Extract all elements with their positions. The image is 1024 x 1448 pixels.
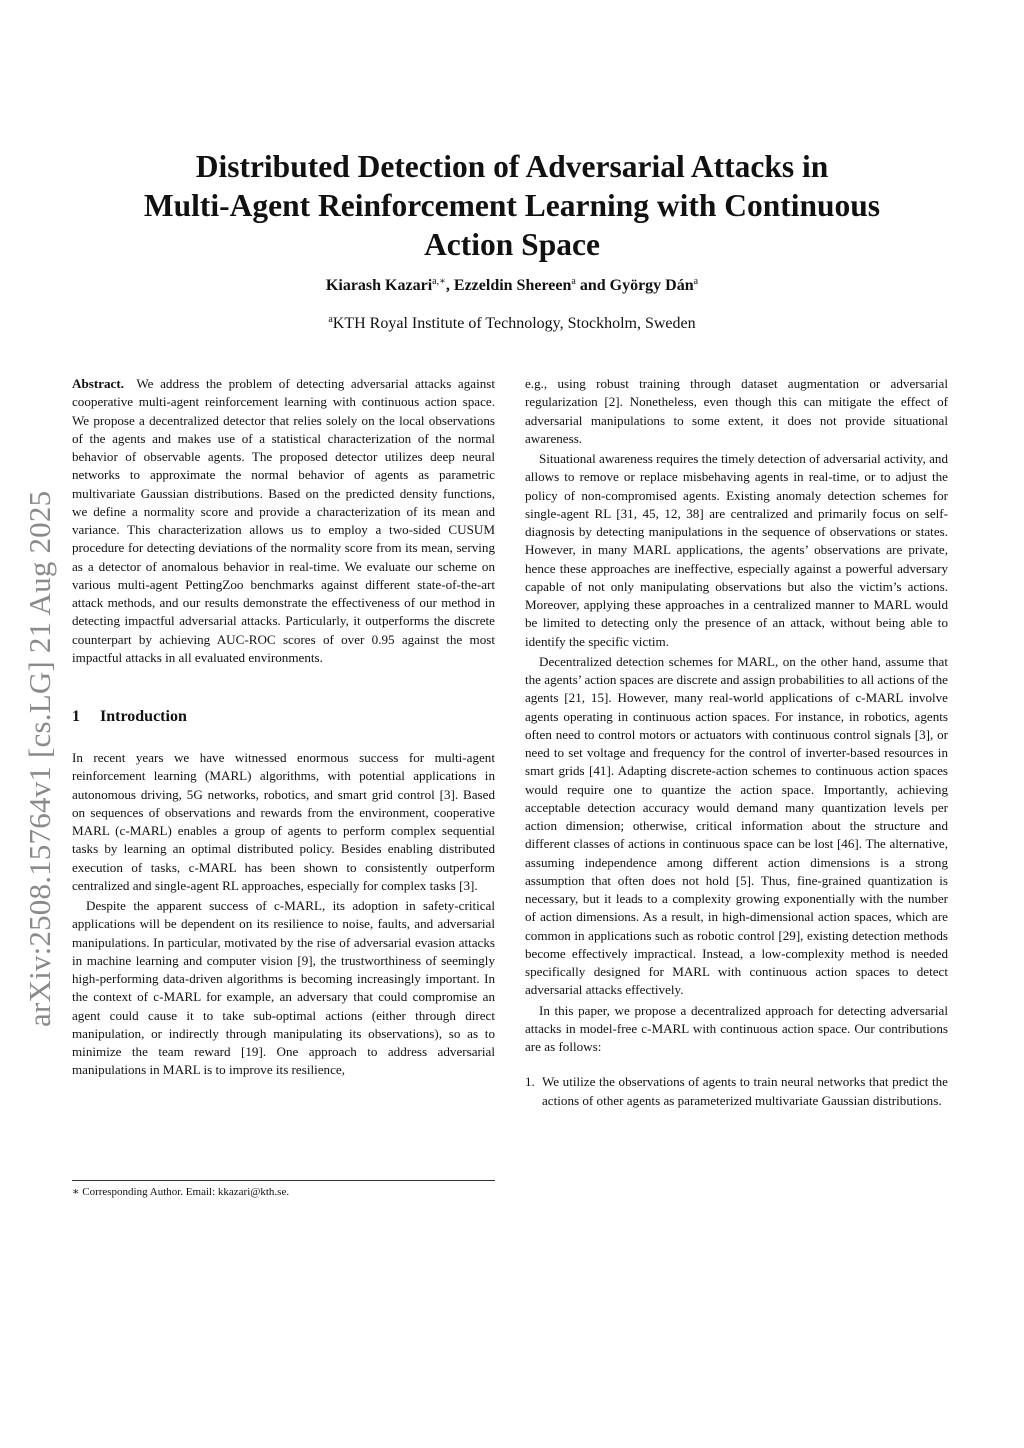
body-paragraph: In recent years we have witnessed enormous success for multi-agent reinforcement learning (MARL) algorithms, with potential applications in autonomous driving, 5G networks, robotics, and smart grid control [3]. Based on sequences of observations and rewards from the environment, cooperative MARL (c-MARL) enables a group of agents to perform complex sequential tasks by learning an optimal distributed policy. Besides enabling distributed execution of tasks, c-MARL has been shown to consistently outperform centralized and single-agent RL approaches, especially for complex tasks [3].: [72, 750, 495, 893]
right-column: [525, 375, 948, 1110]
affiliation: [70, 315, 954, 333]
affiliation-text: KTH Royal Institute of Technology, Stockholm, Sweden: [332, 315, 696, 332]
title-line: Multi-Agent Reinforcement Learning with Continuous: [143, 188, 881, 223]
section-number: 1: [72, 708, 80, 725]
arxiv-identifier-stamp: arXiv:2508.15764v1 [cs.LG] 21 Aug 2025: [22, 490, 57, 1027]
abstract: [72, 375, 495, 667]
list-marker: 1.: [525, 1074, 535, 1090]
abstract-label: Abstract.: [72, 376, 124, 391]
title-line: Distributed Detection of Adversarial Attacks in: [195, 149, 829, 184]
footnote: ∗ Corresponding Author. Email: kkazari@kth.se.: [72, 1186, 290, 1198]
body-paragraph: e.g., using robust training through dataset augmentation or adversarial regularization [2]. Nonetheless, even though this can mitigate the effect of adversarial manipulations to some extent, it does not provide situational awareness.: [525, 376, 948, 446]
left-column: [72, 375, 495, 1080]
body-paragraph: In this paper, we propose a decentralized approach for detecting adversarial attacks in model-free c-MARL with continuous action space. Our contributions are as follows:: [525, 1002, 948, 1054]
list-item-text: We utilize the observations of agents to train neural networks that predict the actions of other agents as parameterized multivariate Gaussian distributions.: [542, 1074, 948, 1108]
title-line: Action Space: [424, 227, 600, 262]
author-name: György Dán: [609, 277, 694, 294]
author-name: Kiarash Kazari: [325, 277, 433, 294]
abstract-text: We address the problem of detecting adversarial attacks against cooperative multi-agent reinforcement learning with continuous action space. We propose a decentralized detector that relies solely on the local observations of the agents and makes use of a statistical characterization of the normal behavior of observable agents. The proposed detector utilizes deep neural networks to approximate the normal behavior of agents as parametric multivariate Gaussian distributions. Based on the predicted density functions, we define a normality score and provide a characterization of its mean and variance. This characterization allows us to employ a two-sided CUSUM procedure for detecting deviations of the normality score from its mean, serving as a detector of anomalous behavior in real-time. We evaluate our scheme on various multi-agent PettingZoo benchmarks against different state-of-the-art attack methods, and our results demonstrate the effectiveness of our method in detecting impactful adversarial attacks. Particularly, it outperforms the discrete counterpart by achieving AUC-ROC scores of over 0.95 against the most impactful attacks in all evaluated environments.: [72, 376, 495, 665]
contributions-list: [525, 1073, 948, 1110]
list-item: [525, 1073, 948, 1110]
author-name: Ezzeldin Shereen: [453, 277, 572, 294]
body-paragraph: Situational awareness requires the timely detection of adversarial activity, and allows to remove or replace misbehaving agents in real-time, or to adjust the policy of non-compromised agents. Existing anomaly detection schemes for single-agent RL [31, 45, 12, 38] are centralized and primarily focus on self-diagnosis by detecting manipulations in the sequence of observations or states. However, in many MARL applications, the agents’ observations are private, hence these approaches are ineffective, especially against a powerful adversary capable of not only manipulating observations but also the victim’s actions. Moreover, applying these approaches in a centralized manner to MARL would be limited to detecting only the presence of an attack, without being able to identify the specific victim.: [525, 451, 948, 649]
author-list: [70, 277, 954, 295]
paper-title: [70, 147, 954, 264]
author-superscript: a,∗: [432, 276, 446, 287]
body-paragraph: Despite the apparent success of c-MARL, its adoption in safety-critical applications will be dependent on its resilience to noise, faults, and adversarial manipulations. In particular, motivated by the rise of adversarial evasion attacks in machine learning and computer vision [9], the trustworthiness of seemingly high-performing data-driven algorithms is becoming increasingly important. In the context of c-MARL for example, an adversary that could compromise an agent could cause it to take sub-optimal actions (either through direct manipulation, or indirectly through manipulating its observations), so as to minimize the team reward [19]. One approach to address adversarial manipulations in MARL is to improve its resilience,: [72, 898, 495, 1078]
author-separator: and: [575, 277, 610, 294]
section-heading-introduction: [72, 708, 495, 726]
affiliation-superscript: a: [328, 314, 333, 325]
author-superscript: a: [693, 276, 699, 287]
author-separator: ,: [445, 277, 454, 294]
section-title: Introduction: [100, 708, 187, 725]
footnote-divider: [72, 1180, 495, 1181]
author-superscript: a: [571, 276, 576, 287]
body-paragraph: Decentralized detection schemes for MARL, on the other hand, assume that the agents’ action spaces are discrete and assign probabilities to all actions of the agents [21, 15]. However, many real-world applications of c-MARL involve agents operating in continuous action spaces. For instance, in robotics, agents often need to control motors or actuators with continuous control signals [3], or need to set voltage and frequency for the control of inverter-based resources in smart grids [41]. Adapting discrete-action schemes to continuous action spaces would require one to quantize the action space. Importantly, achieving acceptable detection accuracy would demand many quantization levels per action dimension; otherwise, critical information about the structure and different classes of actions in continuous space can be lost [46]. The alternative, assuming independence among different action dimensions is a strong assumption that often does not hold [5]. Thus, fine-grained quantization is necessary, but it leads to a complexity growing exponentially with the number of action dimensions. As a result, in high-dimensional action spaces, which are common in applications such as robotic control [29], existing detection methods become effectively impractical. Instead, a low-complexity method is needed specifically designed for MARL with continuous action spaces to detect adversarial attacks effectively.: [525, 653, 948, 998]
